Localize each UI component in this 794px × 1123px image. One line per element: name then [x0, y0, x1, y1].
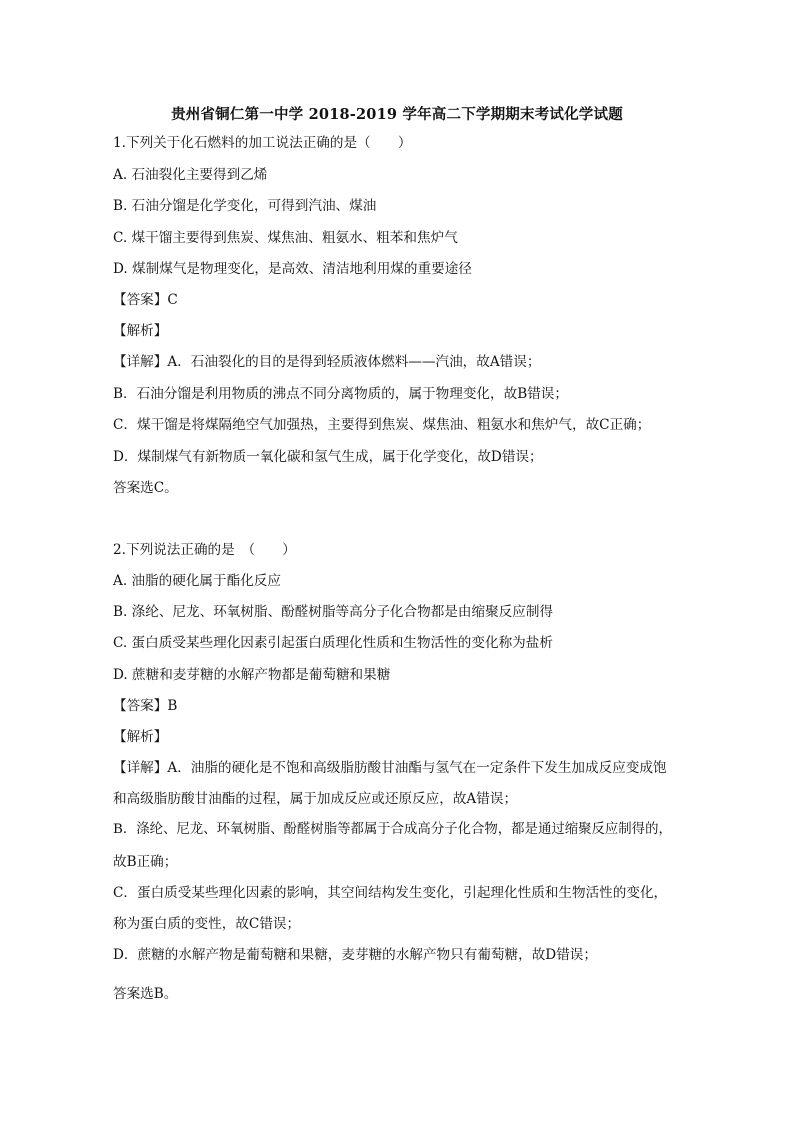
page-title: 贵州省铜仁第一中学 2018-2019 学年高二下学期期末考试化学试题	[171, 106, 623, 123]
question-2-analysis-label: 【解析】	[113, 729, 168, 745]
question-2-option-d: D. 蔗糖和麦芽糖的水解产物都是葡萄糖和果糖	[113, 667, 391, 683]
question-1-option-a: A. 石油裂化主要得到乙烯	[113, 167, 268, 183]
question-2-detail-line-7: D．蔗糖的水解产物是葡萄糖和果糖，麦芽糖的水解产物只有葡萄糖，故D错误；	[113, 947, 597, 963]
question-2-option-c: C. 蛋白质受某些理化因素引起蛋白质理化性质和生物活性的变化称为盐析	[113, 635, 553, 651]
question-1-option-d: D. 煤制煤气是物理变化，是高效、清洁地利用煤的重要途径	[113, 261, 472, 277]
question-2-detail-line-6: 称为蛋白质的变性，故C错误；	[113, 916, 301, 932]
question-1-stem: 1.下列关于化石燃料的加工说法正确的是（ ）	[113, 135, 412, 151]
question-2-detail-line-1: 【详解】A．油脂的硬化是不饱和高级脂肪酸甘油酯与氢气在一定条件下发生加成反应变成饱	[113, 760, 667, 776]
question-1-conclusion: 答案选C。	[113, 480, 178, 496]
question-1-option-b: B. 石油分馏是化学变化，可得到汽油、煤油	[113, 198, 377, 214]
question-2-detail-line-5: C．蛋白质受某些理化因素的影响，其空间结构发生变化，引起理化性质和生物活性的变化，	[113, 885, 668, 901]
question-2-conclusion: 答案选B。	[113, 986, 178, 1002]
question-2-option-a: A. 油脂的硬化属于酯化反应	[113, 573, 281, 589]
question-1-detail-d: D．煤制煤气有新物质一氧化碳和氢气生成，属于化学变化，故D错误；	[113, 449, 543, 465]
question-1-detail-b: B．石油分馏是利用物质的沸点不同分离物质的，属于物理变化，故B错误；	[113, 386, 568, 402]
question-2-detail-line-3: B．涤纶、尼龙、环氧树脂、酚醛树脂等都属于合成高分子化合物，都是通过缩聚反应制得的，	[113, 822, 672, 837]
question-1-detail-a: 【详解】A．石油裂化的目的是得到轻质液体燃料——汽油，故A错误；	[113, 354, 541, 370]
question-1-answer: 【答案】C	[113, 292, 178, 308]
question-2-detail-line-2: 和高级脂肪酸甘油酯的过程，属于加成反应或还原反应，故A错误；	[113, 791, 518, 807]
question-1-analysis-label: 【解析】	[113, 323, 168, 339]
question-2-option-b: B. 涤纶、尼龙、环氧树脂、酚醛树脂等高分子化合物都是由缩聚反应制得	[113, 604, 554, 620]
question-1-detail-c: C．煤干馏是将煤隔绝空气加强热，主要得到焦炭、煤焦油、粗氨水和焦炉气，故C正确；	[113, 417, 651, 433]
question-2-detail-line-4: 故B正确；	[113, 854, 178, 870]
question-2-stem: 2.下列说法正确的是 （ ）	[113, 542, 296, 558]
question-2-answer: 【答案】B	[113, 698, 178, 714]
question-1-option-c: C. 煤干馏主要得到焦炭、煤焦油、粗氨水、粗苯和焦炉气	[113, 230, 458, 246]
